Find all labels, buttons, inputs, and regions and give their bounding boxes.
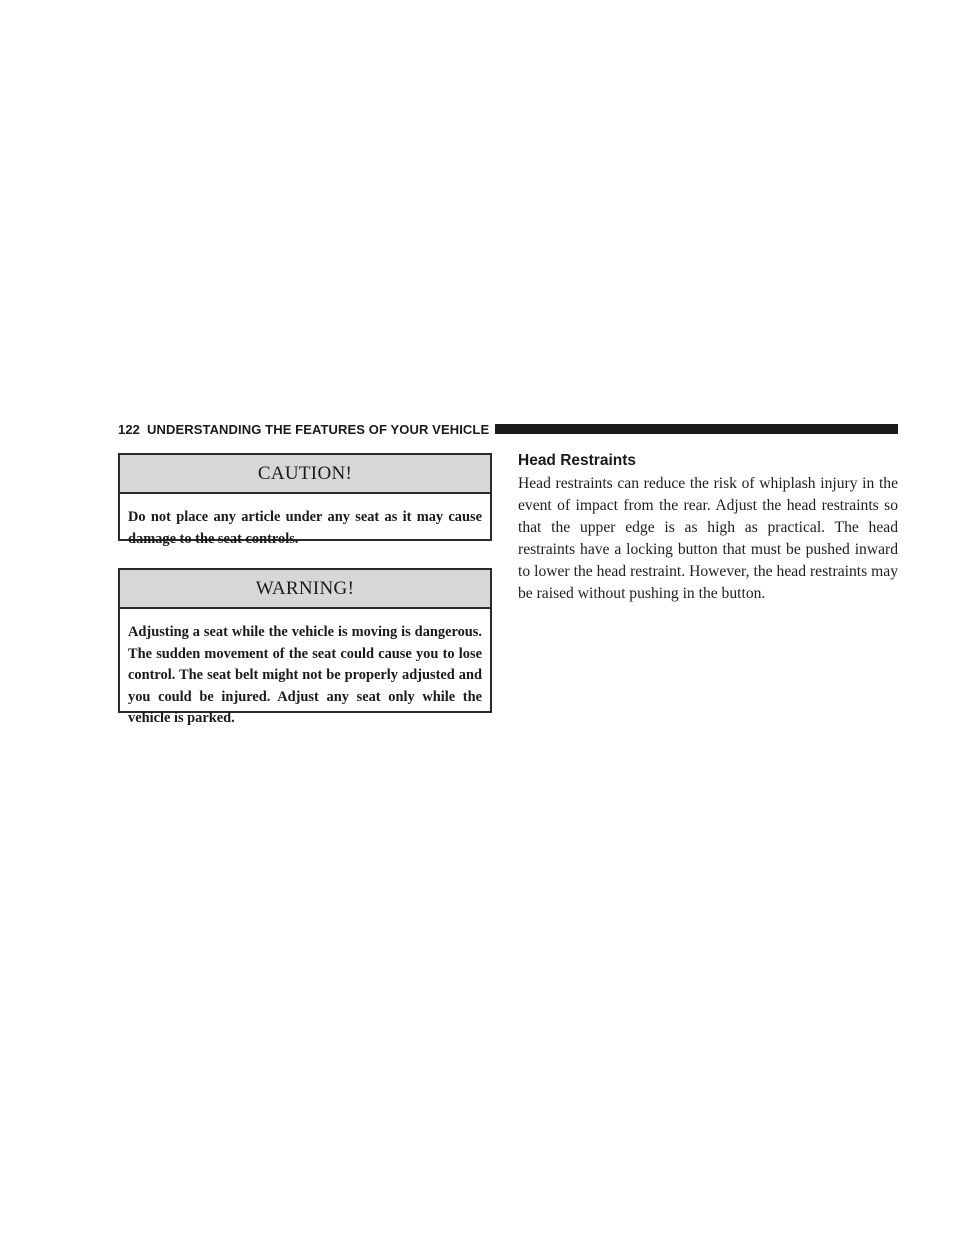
- caution-box: [118, 453, 492, 547]
- header-rule: [495, 424, 898, 434]
- head-restraints-section: [518, 452, 898, 605]
- warning-title: WARNING!: [120, 570, 490, 609]
- caution-title: CAUTION!: [120, 455, 490, 494]
- caution-text: Do not place any article under any seat as it may cause damage to the seat controls.: [128, 509, 482, 547]
- warning-box: [118, 568, 492, 727]
- page-header: [118, 419, 898, 439]
- section-title: UNDERSTANDING THE FEATURES OF YOUR VEHICLE: [147, 421, 490, 437]
- warning-text: Adjusting a seat while the vehicle is moving is dangerous. The sudden movement of the seat could cause you to lose control. The seat belt might not be properly adjusted and you could be injured. Adjust any seat only while the vehicle is parked.: [128, 624, 482, 727]
- page-number: 122: [118, 421, 140, 437]
- head-restraints-heading: Head Restraints: [518, 452, 637, 469]
- head-restraints-text: Head restraints can reduce the risk of whiplash injury in the event of impact from the rear. Adjust the head restraints so that the upper edge is as high as practical. The head restraints have a locking button that must be pushed inward to lower the head restraint. However, the head restraints may be raised without pushing in the button.: [518, 475, 898, 602]
